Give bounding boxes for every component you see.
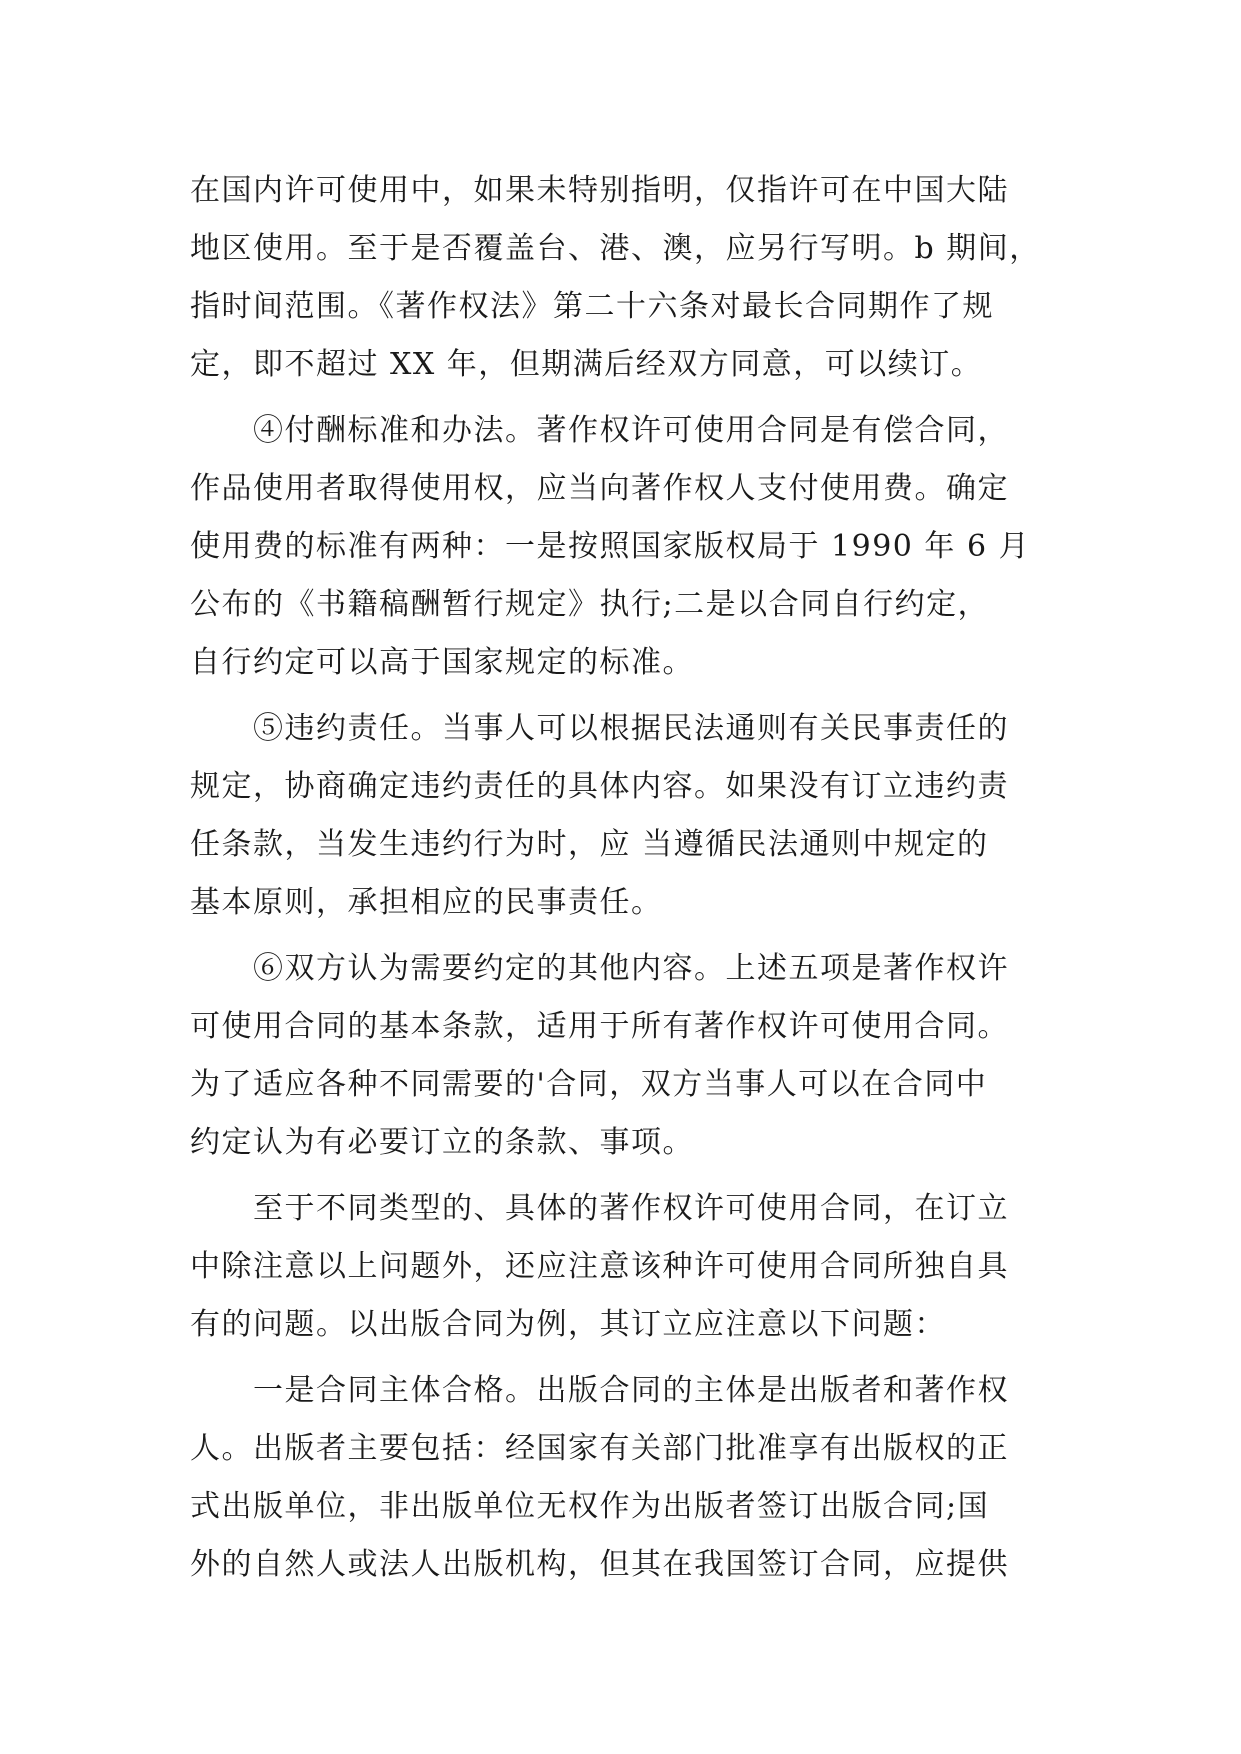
text-line: 为了适应各种不同需要的'合同，双方当事人可以在合同中 (190, 1067, 988, 1102)
body-text (190, 162, 1070, 1594)
text-line: 约定认为有必要订立的条款、事项。 (190, 1125, 694, 1160)
text-line: 地区使用。至于是否覆盖台、港、澳，应另行写明。b 期间， (190, 231, 1041, 266)
text-line: 定，即不超过 XX 年，但期满后经双方同意，可以续订。 (190, 347, 983, 382)
text-line: ④付酬标准和办法。著作权许可使用合同是有偿合同， (190, 413, 1009, 448)
text-line: 基本原则，承担相应的民事责任。 (190, 885, 663, 920)
text-line: ⑥双方认为需要约定的其他内容。上述五项是著作权许 (190, 951, 1009, 986)
text-line: 使用费的标准有两种：一是按照国家版权局于 1990 年 6 月 (190, 529, 1031, 564)
paragraph (190, 402, 1070, 692)
text-line: 外的自然人或法人出版机构，但其在我国签订合同，应提供 (190, 1547, 1009, 1582)
text-line: 任条款，当发生违约行为时，应 当遵循民法通则中规定的 (190, 827, 989, 862)
text-line: ⑤违约责任。当事人可以根据民法通则有关民事责任的 (190, 711, 1009, 746)
paragraph (190, 162, 1070, 394)
text-line: 至于不同类型的、具体的著作权许可使用合同，在订立 (190, 1191, 1009, 1226)
paragraph (190, 1362, 1070, 1594)
text-line: 中除注意以上问题外，还应注意该种许可使用合同所独自具 (190, 1249, 1009, 1284)
text-line: 一是合同主体合格。出版合同的主体是出版者和著作权 (190, 1373, 1009, 1408)
paragraph (190, 700, 1070, 932)
paragraph (190, 940, 1070, 1172)
text-line: 作品使用者取得使用权，应当向著作权人支付使用费。确定 (190, 471, 1009, 506)
text-line: 人。出版者主要包括：经国家有关部门批准享有出版权的正 (190, 1431, 1009, 1466)
text-line: 式出版单位，非出版单位无权作为出版者签订出版合同;国 (190, 1489, 990, 1524)
text-line: 公布的《书籍稿酬暂行规定》执行;二是以合同自行约定， (190, 587, 990, 622)
text-line: 可使用合同的基本条款，适用于所有著作权许可使用合同。 (190, 1009, 1009, 1044)
text-line: 指时间范围。《著作权法》第二十六条对最长合同期作了规 (190, 289, 994, 324)
text-line: 在国内许可使用中，如果未特别指明，仅指许可在中国大陆 (190, 173, 1009, 208)
text-line: 自行约定可以高于国家规定的标准。 (190, 645, 694, 680)
paragraph (190, 1180, 1070, 1354)
text-line: 有的问题。以出版合同为例，其订立应注意以下问题： (190, 1307, 946, 1342)
text-line: 规定，协商确定违约责任的具体内容。如果没有订立违约责 (190, 769, 1009, 804)
